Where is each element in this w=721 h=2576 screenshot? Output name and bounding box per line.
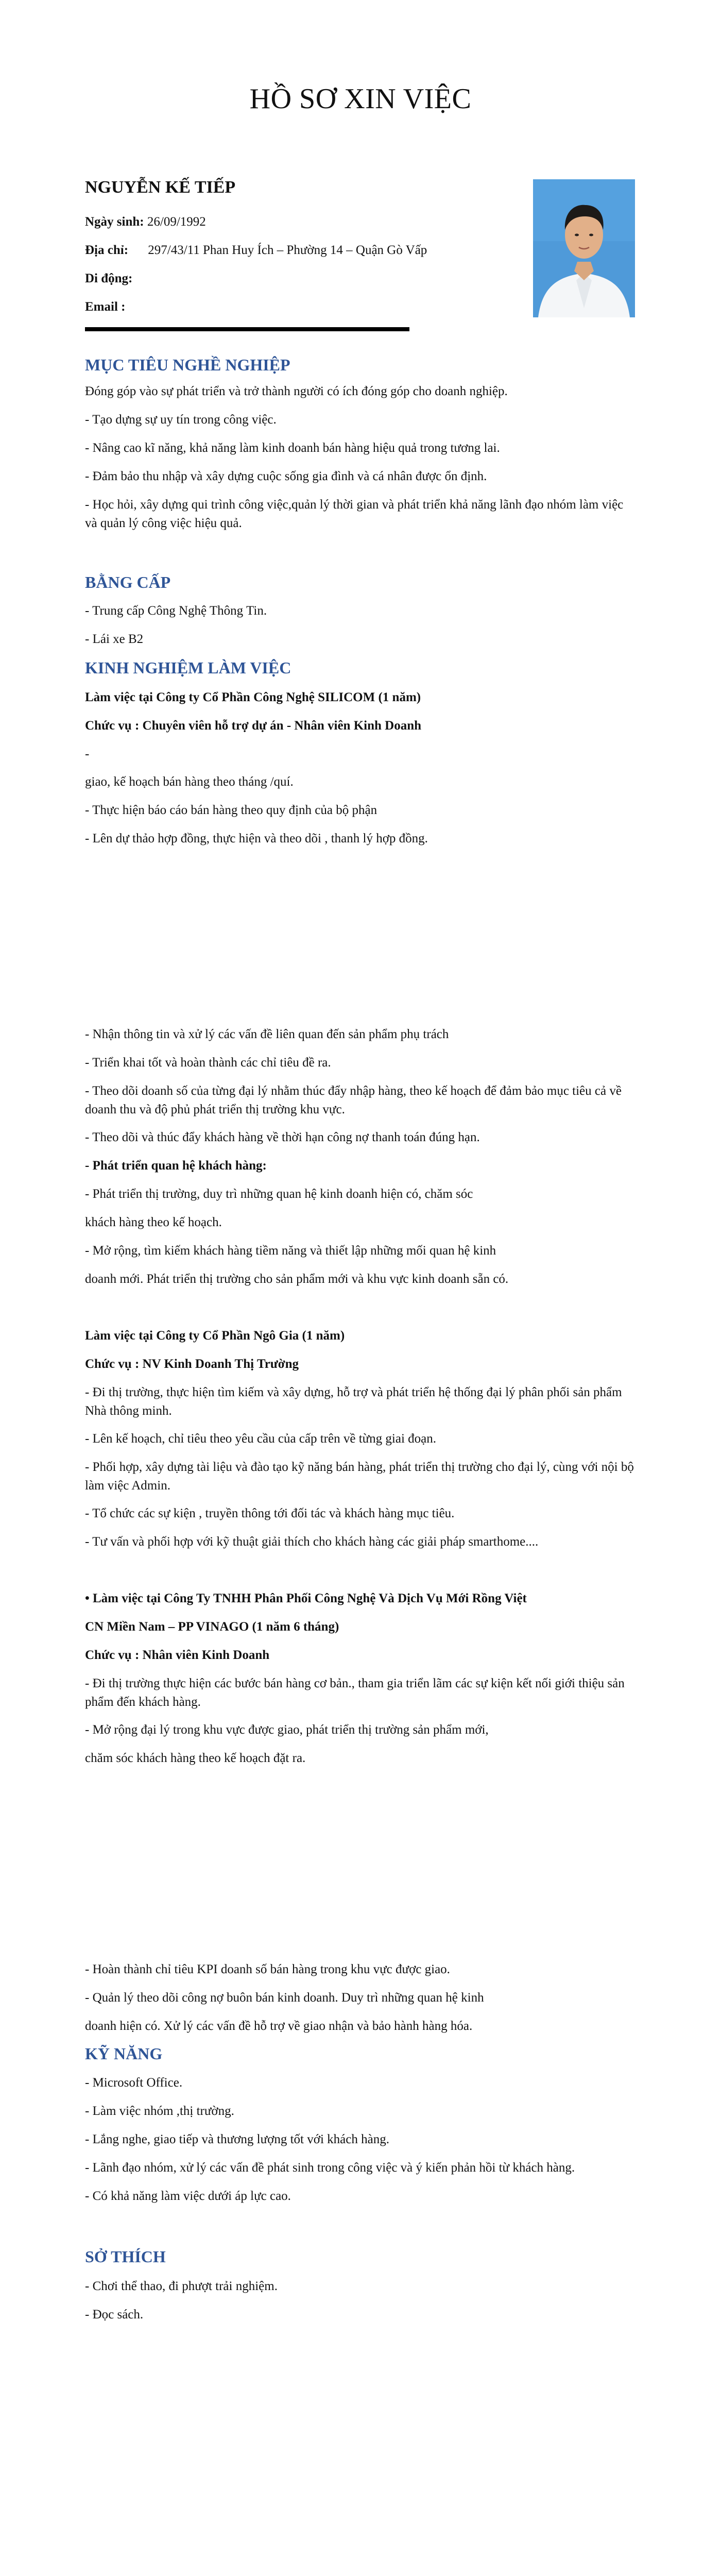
address-row [85, 243, 427, 258]
job1-company: Làm việc tại Công ty Cổ Phần Công Nghệ SILICOM (1 năm) [85, 690, 421, 704]
dob-value: 26/09/1992 [147, 215, 206, 229]
objective-heading: MỤC TIÊU NGHỀ NGHIỆP [85, 355, 290, 374]
profile-photo [533, 179, 635, 317]
hobby-line: - Chơi thể thao, đi phượt trải nghiệm. [85, 2279, 278, 2293]
address-label: Địa chỉ: [85, 243, 129, 257]
job1-subheading: - Phát triển quan hệ khách hàng: [85, 1159, 267, 1173]
job2-line: - Đi thị trường, thực hiện tìm kiếm và xây dựng, hỗ trợ và phát triển hệ thống đại lý phân phối sản phẩm Nhà thông minh. [85, 1385, 622, 1418]
job2-line: - Tổ chức các sự kiện , truyền thông tới đối tác và khách hàng mục tiêu. [85, 1506, 455, 1520]
skill-line: - Làm việc nhóm ,thị trường. [85, 2104, 234, 2118]
job2-line: - Phối hợp, xây dựng tài liệu và đào tạo kỹ năng bán hàng, phát triển thị trường cho đại lý, cùng với nội bộ làm việc Admin. [85, 1460, 634, 1493]
job3-company: • Làm việc tại Công Ty TNHH Phân Phối Công Nghệ Và Dịch Vụ Mới Rồng Việt [85, 1591, 527, 1605]
degree-line: - Lái xe B2 [85, 632, 144, 646]
job1-line: - Theo dõi doanh số của từng đại lý nhằm thúc đẩy nhập hàng, theo kế hoạch để đảm bảo mục tiêu cả về doanh thu và độ phủ phát triển thị trường khu vực. [85, 1084, 622, 1116]
hobby-line: - Đọc sách. [85, 2308, 144, 2321]
job1-line: doanh mới. Phát triển thị trường cho sản phẩm mới và khu vực kinh doanh sẵn có. [85, 1272, 509, 1286]
job1-dash: - [85, 747, 90, 761]
objective-line: - Học hỏi, xây dựng qui trình công việc,quản lý thời gian và phát triển khả năng lãnh đạo nhóm làm việc và quản lý công việc hiệu quả. [85, 498, 624, 530]
skill-line: - Lắng nghe, giao tiếp và thương lượng tốt với khách hàng. [85, 2132, 389, 2146]
objective-line: - Tạo dựng sự uy tín trong công việc. [85, 413, 277, 427]
job1-line: khách hàng theo kế hoạch. [85, 1215, 222, 1229]
experience-heading: KINH NGHIỆM LÀM VIỆC [85, 658, 291, 677]
email-label: Email : [85, 300, 126, 314]
job2-line: - Tư vấn và phối hợp với kỹ thuật giải thích cho khách hàng các giải pháp smarthome.... [85, 1535, 539, 1549]
job1-role: Chức vụ : Chuyên viên hỗ trợ dự án - Nhân viên Kinh Doanh [85, 719, 422, 733]
skill-line: - Có khả năng làm việc dưới áp lực cao. [85, 2189, 291, 2203]
document-title: HỒ SƠ XIN VIỆC [249, 83, 472, 115]
job1-line: giao, kế hoạch bán hàng theo tháng /quí. [85, 775, 294, 789]
phone-label: Di động: [85, 272, 133, 285]
dob-row [85, 215, 206, 229]
job2-role: Chức vụ : NV Kinh Doanh Thị Trường [85, 1357, 299, 1371]
job1-line: - Thực hiện báo cáo bán hàng theo quy định của bộ phận [85, 803, 377, 817]
job2-line: - Lên kế hoạch, chỉ tiêu theo yêu cầu của cấp trên về từng giai đoạn. [85, 1432, 437, 1446]
hobbies-heading: SỞ THÍCH [85, 2247, 166, 2266]
skills-heading: KỸ NĂNG [85, 2044, 163, 2063]
phone-row [85, 272, 132, 286]
job1-line: - Nhận thông tin và xử lý các vấn đề liên quan đến sản phẩm phụ trách [85, 1027, 449, 1041]
address-value: 297/43/11 Phan Huy Ích – Phường 14 – Quận Gò Vấp [148, 243, 427, 257]
job1-line: - Mở rộng, tìm kiếm khách hàng tiềm năng và thiết lập những mối quan hệ kinh [85, 1244, 496, 1258]
dob-label: Ngày sinh: [85, 215, 144, 229]
degree-line: - Trung cấp Công Nghệ Thông Tin. [85, 604, 267, 618]
job3-line: - Mở rộng đại lý trong khu vực được giao, phát triển thị trường sản phẩm mới, [85, 1723, 489, 1737]
job1-line: - Lên dự thảo hợp đồng, thực hiện và theo dõi , thanh lý hợp đồng. [85, 832, 428, 845]
header-divider [85, 327, 409, 331]
job3-branch: CN Miền Nam – PP VINAGO (1 năm 6 tháng) [85, 1620, 339, 1634]
candidate-name: NGUYỄN KẾ TIẾP [85, 178, 236, 197]
degrees-heading: BẰNG CẤP [85, 573, 171, 591]
portrait-illustration [533, 179, 635, 317]
job1-line: - Theo dõi và thúc đẩy khách hàng về thời hạn công nợ thanh toán đúng hạn. [85, 1130, 480, 1144]
job3-line: doanh hiện có. Xử lý các vấn đề hỗ trợ về giao nhận và bảo hành hàng hóa. [85, 2019, 473, 2033]
job1-line: - Triển khai tốt và hoàn thành các chỉ tiêu đề ra. [85, 1056, 331, 1070]
skill-line: - Lãnh đạo nhóm, xử lý các vấn đề phát sinh trong công việc và ý kiến phản hồi từ khách hàng. [85, 2161, 575, 2175]
objective-line: - Nâng cao kĩ năng, khả năng làm kinh doanh bán hàng hiệu quả trong tương lai. [85, 441, 500, 455]
skill-line: - Microsoft Office. [85, 2076, 183, 2090]
job3-line: - Đi thị trường thực hiện các bước bán hàng cơ bản., tham gia triển lãm các sự kiện kết nối giới thiệu sản phẩm đến khách hàng. [85, 1676, 625, 1709]
job3-line: - Hoàn thành chỉ tiêu KPI doanh số bán hàng trong khu vực được giao. [85, 1962, 450, 1976]
objective-line: - Đảm bảo thu nhập và xây dựng cuộc sống gia đình và cá nhân được ổn định. [85, 469, 487, 483]
job1-line: - Phát triển thị trường, duy trì những quan hệ kinh doanh hiện có, chăm sóc [85, 1187, 473, 1201]
job2-company: Làm việc tại Công ty Cổ Phần Ngô Gia (1 năm) [85, 1329, 345, 1343]
email-row [85, 300, 125, 314]
objective-line: Đóng góp vào sự phát triển và trở thành người có ích đóng góp cho doanh nghiệp. [85, 384, 508, 398]
job3-line: - Quản lý theo dõi công nợ buôn bán kinh doanh. Duy trì những quan hệ kinh [85, 1991, 484, 2005]
job3-line: chăm sóc khách hàng theo kế hoạch đặt ra. [85, 1751, 306, 1765]
job3-role: Chức vụ : Nhân viên Kinh Doanh [85, 1648, 270, 1662]
